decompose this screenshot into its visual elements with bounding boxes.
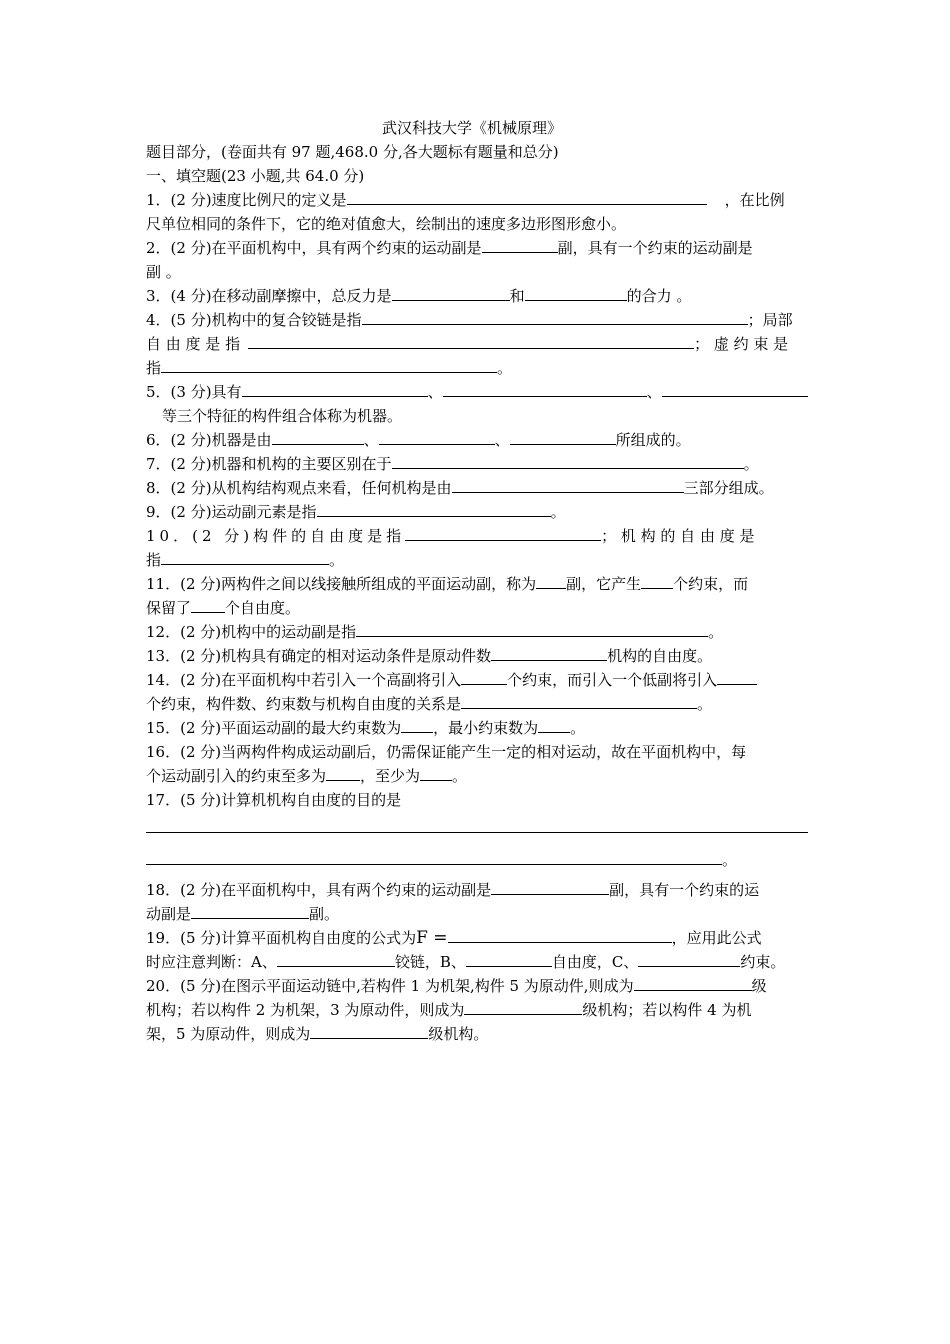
answer-blank[interactable] [356,621,708,637]
question-1: 1．(2 分)速度比例尺的定义是 ，在比例 [146,191,785,209]
question-4-cont2: 指 。 [146,359,513,377]
answer-blank[interactable] [392,453,744,469]
answer-blank[interactable] [466,951,552,967]
answer-blank[interactable] [491,879,609,895]
answer-blank[interactable] [491,645,607,661]
question-13: 13．(2 分)机构具有确定的相对运动条件是原动件数 机构的自由度。 [146,647,713,665]
answer-blank[interactable] [277,951,395,967]
question-1-cont: 尺单位相同的条件下，它的绝对值愈大，绘制出的速度多边形图形愈小。 [146,215,627,233]
answer-line[interactable] [146,832,808,833]
answer-blank[interactable] [242,381,428,397]
answer-blank[interactable] [401,717,433,733]
question-20: 20．(5 分)在图示平面运动链中,若构件 1 为机架,构件 5 为原动件,则成为 级 [146,977,767,995]
answer-blank[interactable] [191,903,309,919]
answer-blank[interactable] [392,285,510,301]
question-17-cont: 。 [146,848,808,872]
question-11-cont: 保留了 个自由度。 [146,599,301,617]
answer-blank[interactable] [405,525,601,541]
answer-blank[interactable] [248,333,694,349]
question-19: 19．(5 分)计算平面机构自由度的公式为F = ，应用此公式 [146,928,762,948]
answer-blank[interactable] [641,573,673,589]
answer-blank[interactable] [272,429,364,445]
answer-blank[interactable] [717,669,757,685]
answer-blank[interactable] [461,669,507,685]
answer-blank[interactable] [317,501,551,517]
question-4: 4．(5 分)机构中的复合铰链是指 ；局部 [146,311,793,329]
question-5-cont: 等三个特征的构件组合体称为机器。 [162,407,403,425]
answer-blank[interactable] [161,549,329,565]
question-7: 7．(2 分)机器和机构的主要区别在于 。 [146,455,759,473]
answer-blank[interactable] [191,597,225,613]
question-4-cont: 自 由 度 是 指 ； 虚 约 束 是 [146,335,789,353]
answer-blank[interactable] [538,717,570,733]
question-17: 17．(5 分)计算机机构自由度的目的是 [146,791,402,809]
question-14: 14．(2 分)在平面机构中若引入一个高副将引入 个约束，而引入一个低副将引入 [146,668,808,692]
question-20-cont: 机构；若以构件 2 为机架，3 为原动件，则成为 级机构；若以构件 4 为机 [146,1001,752,1019]
question-10-cont: 指 。 [146,551,345,569]
question-6: 6．(2 分)机器是由 、 、 所组成的。 [146,431,691,449]
question-11: 11．(2 分)两构件之间以线接触所组成的平面运动副，称为 副，它产生 个约束，而 [146,575,749,593]
answer-blank[interactable] [362,309,748,325]
answer-blank[interactable] [464,999,582,1015]
question-5: 5．(3 分)具有 、 、 [146,380,808,404]
exam-page [146,116,808,1046]
question-3: 3．(4 分)在移动副摩擦中，总反力是 和 的合力 。 [146,287,692,305]
question-10: 10．(2 分)构件的自由度是指 ； 机 构 的 自 由 度 是 [146,527,755,545]
question-20-cont2: 架，5 为原动件，则成为 级机构。 [146,1025,489,1043]
question-16: 16．(2 分)当两构件构成运动副后，仍需保证能产生一定的相对运动，故在平面机构中，每 [146,743,747,761]
intro-line: 题目部分，(卷面共有 97 题,468.0 分,各大题标有题量和总分) [146,143,559,161]
question-2: 2．(2 分)在平面机构中，具有两个约束的运动副是 副，具有一个约束的运动副是 [146,239,753,257]
answer-blank[interactable] [452,477,684,493]
section-heading: 一、填空题(23 小题,共 64.0 分) [146,167,365,185]
answer-blank[interactable] [536,573,566,589]
page-title: 武汉科技大学《机械原理》 [381,119,562,137]
answer-blank[interactable] [482,237,558,253]
question-18: 18．(2 分)在平面机构中，具有两个约束的运动副是 副，具有一个约束的运 [146,881,760,899]
answer-blank[interactable] [310,1023,428,1039]
answer-blank[interactable] [379,429,495,445]
question-2-cont: 副 。 [146,263,181,281]
answer-blank[interactable] [638,951,740,967]
answer-blank[interactable] [448,927,672,943]
question-15: 15．(2 分)平面运动副的最大约束数为 ，最小约束数为 。 [146,719,586,737]
answer-blank[interactable] [420,765,452,781]
question-17-blank-area [146,812,808,848]
answer-blank[interactable] [443,381,647,397]
answer-blank[interactable] [525,285,627,301]
question-16-cont: 个运动副引入的约束至多为 ，至少为 。 [146,767,468,785]
answer-blank[interactable] [161,357,497,373]
question-9: 9．(2 分)运动副元素是指 。 [146,503,566,521]
question-19-cont: 时应注意判断：A、 铰链，B、 自由度，C、 约束。 [146,953,786,971]
question-18-cont: 动副是 副。 [146,905,340,923]
question-12: 12．(2 分)机构中的运动副是指 。 [146,623,724,641]
answer-blank[interactable] [146,849,722,865]
answer-blank[interactable] [662,381,808,397]
answer-blank[interactable] [510,429,616,445]
answer-blank[interactable] [634,975,752,991]
answer-blank[interactable] [326,765,360,781]
question-14-cont: 个约束，构件数、约束数与机构自由度的关系是 。 [146,695,713,713]
answer-blank[interactable] [461,693,697,709]
answer-blank[interactable] [347,189,707,205]
question-8: 8．(2 分)从机构结构观点来看，任何机构是由 三部分组成。 [146,479,774,497]
